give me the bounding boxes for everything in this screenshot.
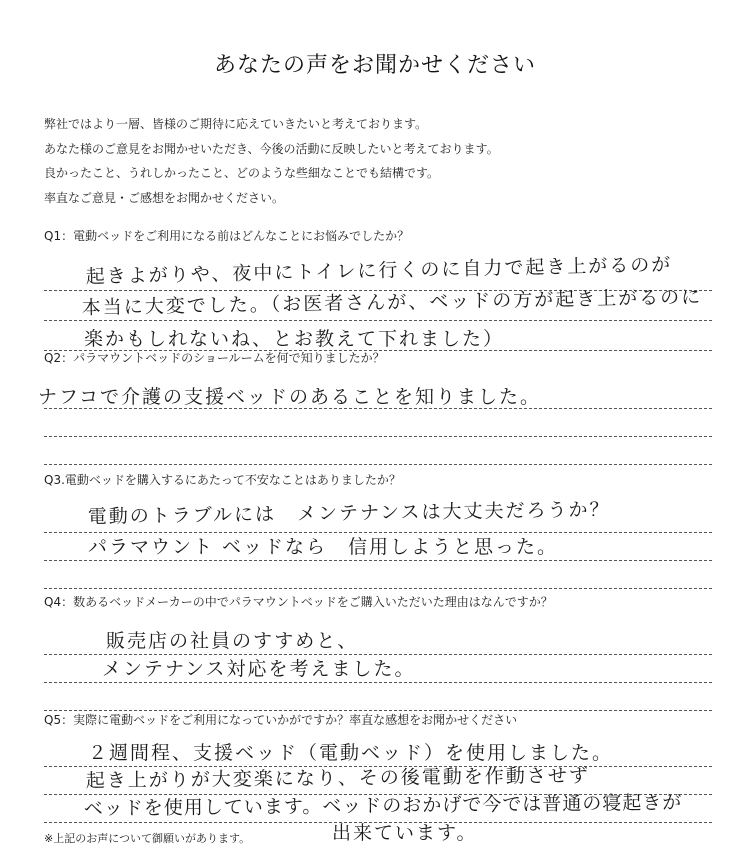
question-5-label: Q5：実際に電動ベッドをご利用になっていかがですか？率直な感想をお聞かせください xyxy=(44,713,518,727)
question-3-label: Q3.電動ベッドを購入するにあたって不安なことはありましたか？ xyxy=(44,473,401,487)
question-4-label: Q4：数あるベッドメーカーの中でパラマウントベッドをご購入いただいた理由はなんですか？ xyxy=(44,595,553,609)
intro-line: 良かったこと、うれしかったこと、どのような些細なことでも結構です。 xyxy=(44,166,440,180)
page-title: あなたの声をお聞かせください xyxy=(213,53,536,78)
footnote: ※上記のお声について御願いがあります。 xyxy=(44,832,251,845)
question-1-answer-line: 楽かもしれないね、とお教えて下れました） xyxy=(84,328,505,350)
answer-rule xyxy=(44,320,712,321)
answer-rule xyxy=(44,710,712,711)
question-2-label: Q2：パラマウントベッドのショールームを何で知りましたか？ xyxy=(44,351,385,365)
intro-line: 弊社ではより一層、皆様のご期待に応えていきたいと考えております。 xyxy=(44,117,428,131)
answer-rule xyxy=(44,588,712,589)
question-5-answer-line: ベッドを使用しています。ベッドのおかげで今では普通の寝起きが xyxy=(83,791,683,821)
question-2-answer-line: ナフコで介護の支援ベッドのあることを知りました。 xyxy=(38,386,542,408)
answer-rule xyxy=(44,464,712,465)
intro-text xyxy=(44,112,499,210)
answer-rule xyxy=(44,436,712,437)
question-3 xyxy=(44,472,712,558)
question-3-answer-line: パラマウント ベッドなら 信用しようと思った。 xyxy=(88,536,559,558)
question-4-answer-line: 販売店の社員のすすめと、 xyxy=(106,630,359,652)
question-1-label: Q1：電動ベッドをご利用になる前はどんなことにお悩みでしたか？ xyxy=(44,229,410,243)
question-2 xyxy=(38,350,712,408)
answer-rule xyxy=(44,682,712,683)
question-1-answer-line: 本当に大変でした。（お医者さんが、ベッドの方が起き上がるのに xyxy=(81,286,703,320)
answer-rule xyxy=(44,560,712,561)
intro-line: あなた様のご意見をお聞かせいただき、今後の活動に反映したいと考えております。 xyxy=(44,141,499,156)
question-1-answer-line: 起きよがりや、夜中にトイレに行くのに自力で起き上がるのが xyxy=(85,253,673,289)
question-4 xyxy=(44,594,712,680)
question-4-answer-line: メンテナンス対応を考えました。 xyxy=(102,658,416,680)
question-5-answer-line: 起き上がりが大変楽になり、その後電動を作動させず xyxy=(85,764,590,793)
intro-line: 率直なご意見・ご感想をお聞かせください。 xyxy=(44,190,285,205)
question-1 xyxy=(44,228,712,350)
question-5-answer-line: 出来ています。 xyxy=(332,822,478,844)
question-5-answer-line: ２週間程、支援ベッド（電動ベッド）を使用しました。 xyxy=(88,742,614,764)
question-3-answer-line: 電動のトラブルには メンテナンスは大丈夫だろうか？ xyxy=(87,498,611,529)
